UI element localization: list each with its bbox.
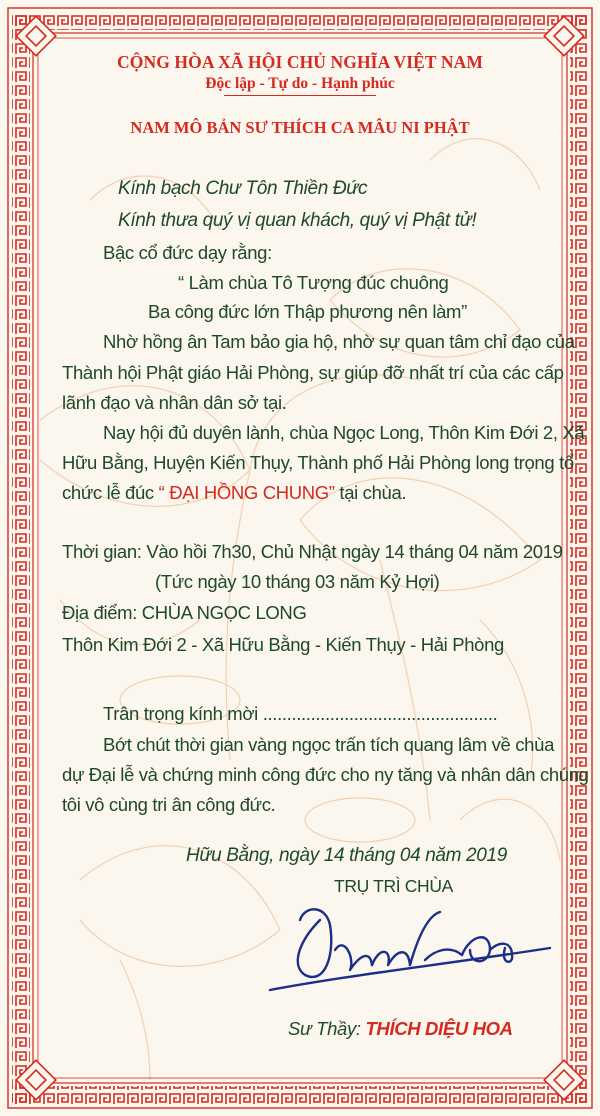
buddhist-invocation: NAM MÔ BẢN SƯ THÍCH CA MÂU NI PHẬT xyxy=(130,118,470,137)
signature xyxy=(270,909,550,990)
para2-line-3-post: tại chùa. xyxy=(339,482,407,503)
quote-line-1: “ Làm chùa Tô Tượng đúc chuông xyxy=(178,272,449,293)
invite-line-3: dự Đại lễ và chứng minh công đức cho ny tăng và nhân dân chúng xyxy=(62,764,589,785)
greeting-line-2: Kính thưa quý vị quan khách, quý vị Phật tử! xyxy=(118,210,477,231)
para1-line-3: lãnh đạo và nhân dân sở tại. xyxy=(62,392,287,413)
para1-line-1: Nhờ hồng ân Tam bảo gia hộ, nhờ sự quan tâm chỉ đạo của xyxy=(103,331,575,352)
para2-line-3 xyxy=(62,482,406,504)
invite-line-2: Bớt chút thời gian vàng ngọc trấn tích quang lâm về chùa xyxy=(103,734,555,755)
signer-line xyxy=(288,1018,513,1040)
closing-role: TRỤ TRÌ CHÙA xyxy=(334,876,453,896)
invite-line-4: tôi vô cùng tri ân công đức. xyxy=(62,794,276,815)
republic-title: CỘNG HÒA XÃ HỘI CHỦ NGHĨA VIỆT NAM xyxy=(117,52,483,72)
invite-line-1: Trân trọng kính mời ................................................. xyxy=(103,703,498,724)
signer-title: Sư Thầy: xyxy=(288,1018,361,1039)
saying-intro: Bậc cổ đức dạy rằng: xyxy=(103,242,272,263)
signer-name: THÍCH DIỆU HOA xyxy=(365,1018,513,1039)
event-lunar-date: (Tức ngày 10 tháng 03 năm Kỷ Hợi) xyxy=(155,571,440,592)
event-time: Thời gian: Vào hồi 7h30, Chủ Nhật ngày 14 tháng 04 năm 2019 xyxy=(62,541,563,562)
national-motto: Độc lập - Tự do - Hạnh phúc xyxy=(205,75,395,92)
para2-line-2: Hữu Bằng, Huyện Kiến Thụy, Thành phố Hải Phòng long trọng tổ xyxy=(62,452,574,473)
event-place: Địa điểm: CHÙA NGỌC LONG xyxy=(62,602,307,623)
para1-line-2: Thành hội Phật giáo Hải Phòng, sự giúp đỡ nhất trí của các cấp xyxy=(62,362,564,383)
para2-line-1: Nay hội đủ duyên lành, chùa Ngọc Long, Thôn Kim Đới 2, Xã xyxy=(103,422,585,443)
greeting-line-1: Kính bạch Chư Tôn Thiền Đức xyxy=(118,178,368,199)
motto-underline xyxy=(224,95,376,96)
event-name: “ ĐẠI HỒNG CHUNG” xyxy=(158,482,335,503)
event-address: Thôn Kim Đới 2 - Xã Hữu Bằng - Kiến Thụy - Hải Phòng xyxy=(62,634,504,655)
para2-line-3-pre: chức lễ đúc xyxy=(62,482,154,503)
closing-date: Hữu Bằng, ngày 14 tháng 04 năm 2019 xyxy=(186,845,507,866)
quote-line-2: Ba công đức lớn Thập phương nên làm” xyxy=(148,301,467,322)
